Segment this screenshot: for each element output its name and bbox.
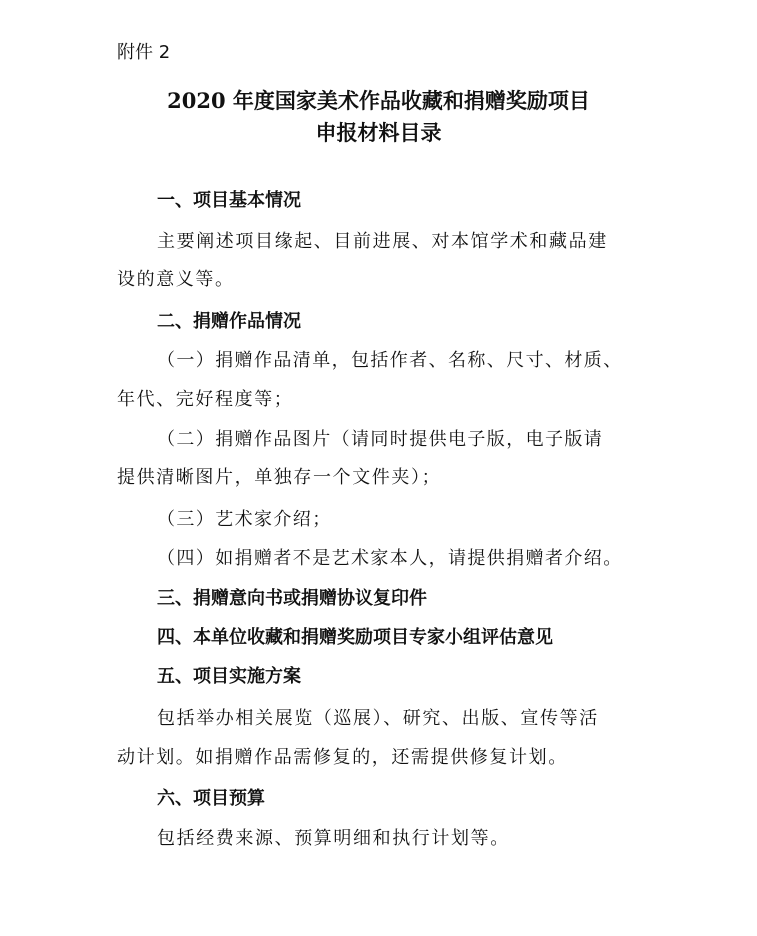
section-2-item-2-line-2: 提供清晰图片，单独存一个文件夹）； (117, 467, 442, 488)
section-2-heading: 二、捐赠作品情况 (157, 311, 301, 332)
section-2-item-4: （四）如捐赠者不是艺术家本人，请提供捐赠者介绍。 (157, 548, 623, 569)
section-2-item-1-line-2: 年代、完好程度等； (117, 389, 294, 410)
document-title-line-2: 申报材料目录 (315, 120, 442, 145)
section-4-heading: 四、本单位收藏和捐赠奖励项目专家小组评估意见 (157, 627, 553, 648)
section-5-body-line-2: 动计划。如捐赠作品需修复的，还需提供修复计划。 (117, 747, 568, 768)
section-6-heading: 六、项目预算 (157, 788, 265, 809)
attachment-label: 附件 2 (117, 42, 171, 63)
section-3-heading: 三、捐赠意向书或捐赠协议复印件 (157, 588, 427, 609)
section-2-item-2-line-1: （二）捐赠作品图片（请同时提供电子版，电子版请 (157, 429, 604, 450)
section-2-item-3: （三）艺术家介绍； (157, 509, 332, 530)
section-5-body-line-1: 包括举办相关展览（巡展）、研究、出版、宣传等活 (157, 708, 599, 729)
section-1-body-line-1: 主要阐述项目缘起、目前进展、对本馆学术和藏品建 (157, 231, 608, 252)
section-1-heading: 一、项目基本情况 (157, 190, 301, 211)
section-6-body-line-1: 包括经费来源、预算明细和执行计划等。 (157, 828, 510, 849)
section-5-heading: 五、项目实施方案 (157, 666, 301, 687)
section-2-item-1-line-1: （一）捐赠作品清单，包括作者、名称、尺寸、材质、 (157, 350, 623, 371)
section-1-body-line-2: 设的意义等。 (117, 269, 235, 290)
document-title-line-1: 2020 年度国家美术作品收藏和捐赠奖励项目 (167, 88, 590, 113)
